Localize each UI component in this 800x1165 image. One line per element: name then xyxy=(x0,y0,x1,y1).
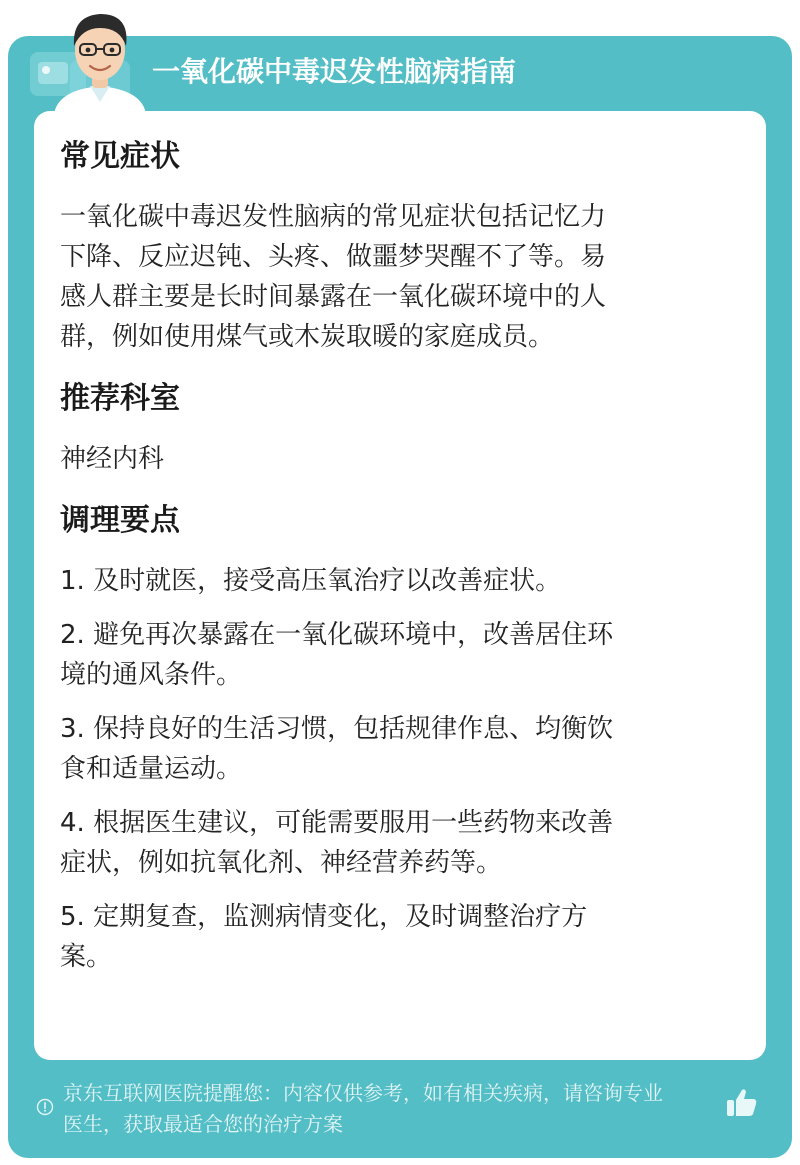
section-title-department: 推荐科室 xyxy=(60,381,180,416)
content-card xyxy=(34,111,766,1060)
symptoms-line: 感人群主要是长时间暴露在一氧化碳环境中的人 xyxy=(60,282,607,312)
care-item-line: 4. 根据医生建议，可能需要服用一些药物来改善 xyxy=(60,808,614,838)
section-title-care: 调理要点 xyxy=(60,503,180,538)
care-item-line: 案。 xyxy=(60,942,113,972)
content-body xyxy=(60,133,732,977)
care-item xyxy=(60,615,732,695)
symptoms-line: 群，例如使用煤气或木炭取暖的家庭成员。 xyxy=(60,322,555,352)
care-item-line: 3. 保持良好的生活习惯，包括规律作息、均衡饮 xyxy=(60,714,614,744)
care-item xyxy=(60,561,732,601)
thumbs-up-icon[interactable] xyxy=(724,1085,760,1121)
care-item xyxy=(60,803,732,883)
doctor-avatar-icon xyxy=(44,6,156,114)
care-item-line: 食和适量运动。 xyxy=(60,754,243,784)
care-item-line: 境的通风条件。 xyxy=(60,660,243,690)
disclaimer-line: 医生，获取最适合您的治疗方案 xyxy=(63,1112,343,1136)
care-item-line: 1. 及时就医，接受高压氧治疗以改善症状。 xyxy=(60,566,562,596)
disclaimer-line: 京东互联网医院提醒您：内容仅供参考，如有相关疾病，请咨询专业 xyxy=(63,1081,663,1105)
care-item xyxy=(60,709,732,789)
page-title: 一氧化碳中毒迟发性脑病指南 xyxy=(152,55,517,88)
care-item-line: 2. 避免再次暴露在一氧化碳环境中，改善居住环 xyxy=(60,620,614,650)
info-circle-icon xyxy=(36,1098,54,1116)
symptoms-line: 下降、反应迟钝、头疼、做噩梦哭醒不了等。易 xyxy=(60,242,607,272)
disclaimer-text xyxy=(63,1078,733,1140)
care-item-line: 症状，例如抗氧化剂、神经营养药等。 xyxy=(60,848,503,878)
department-text: 神经内科 xyxy=(60,444,165,474)
care-item xyxy=(60,897,732,977)
care-item-line: 5. 定期复查，监测病情变化，及时调整治疗方 xyxy=(60,902,588,932)
symptoms-line: 一氧化碳中毒迟发性脑病的常见症状包括记忆力 xyxy=(60,202,607,232)
section-title-symptoms: 常见症状 xyxy=(60,139,180,174)
